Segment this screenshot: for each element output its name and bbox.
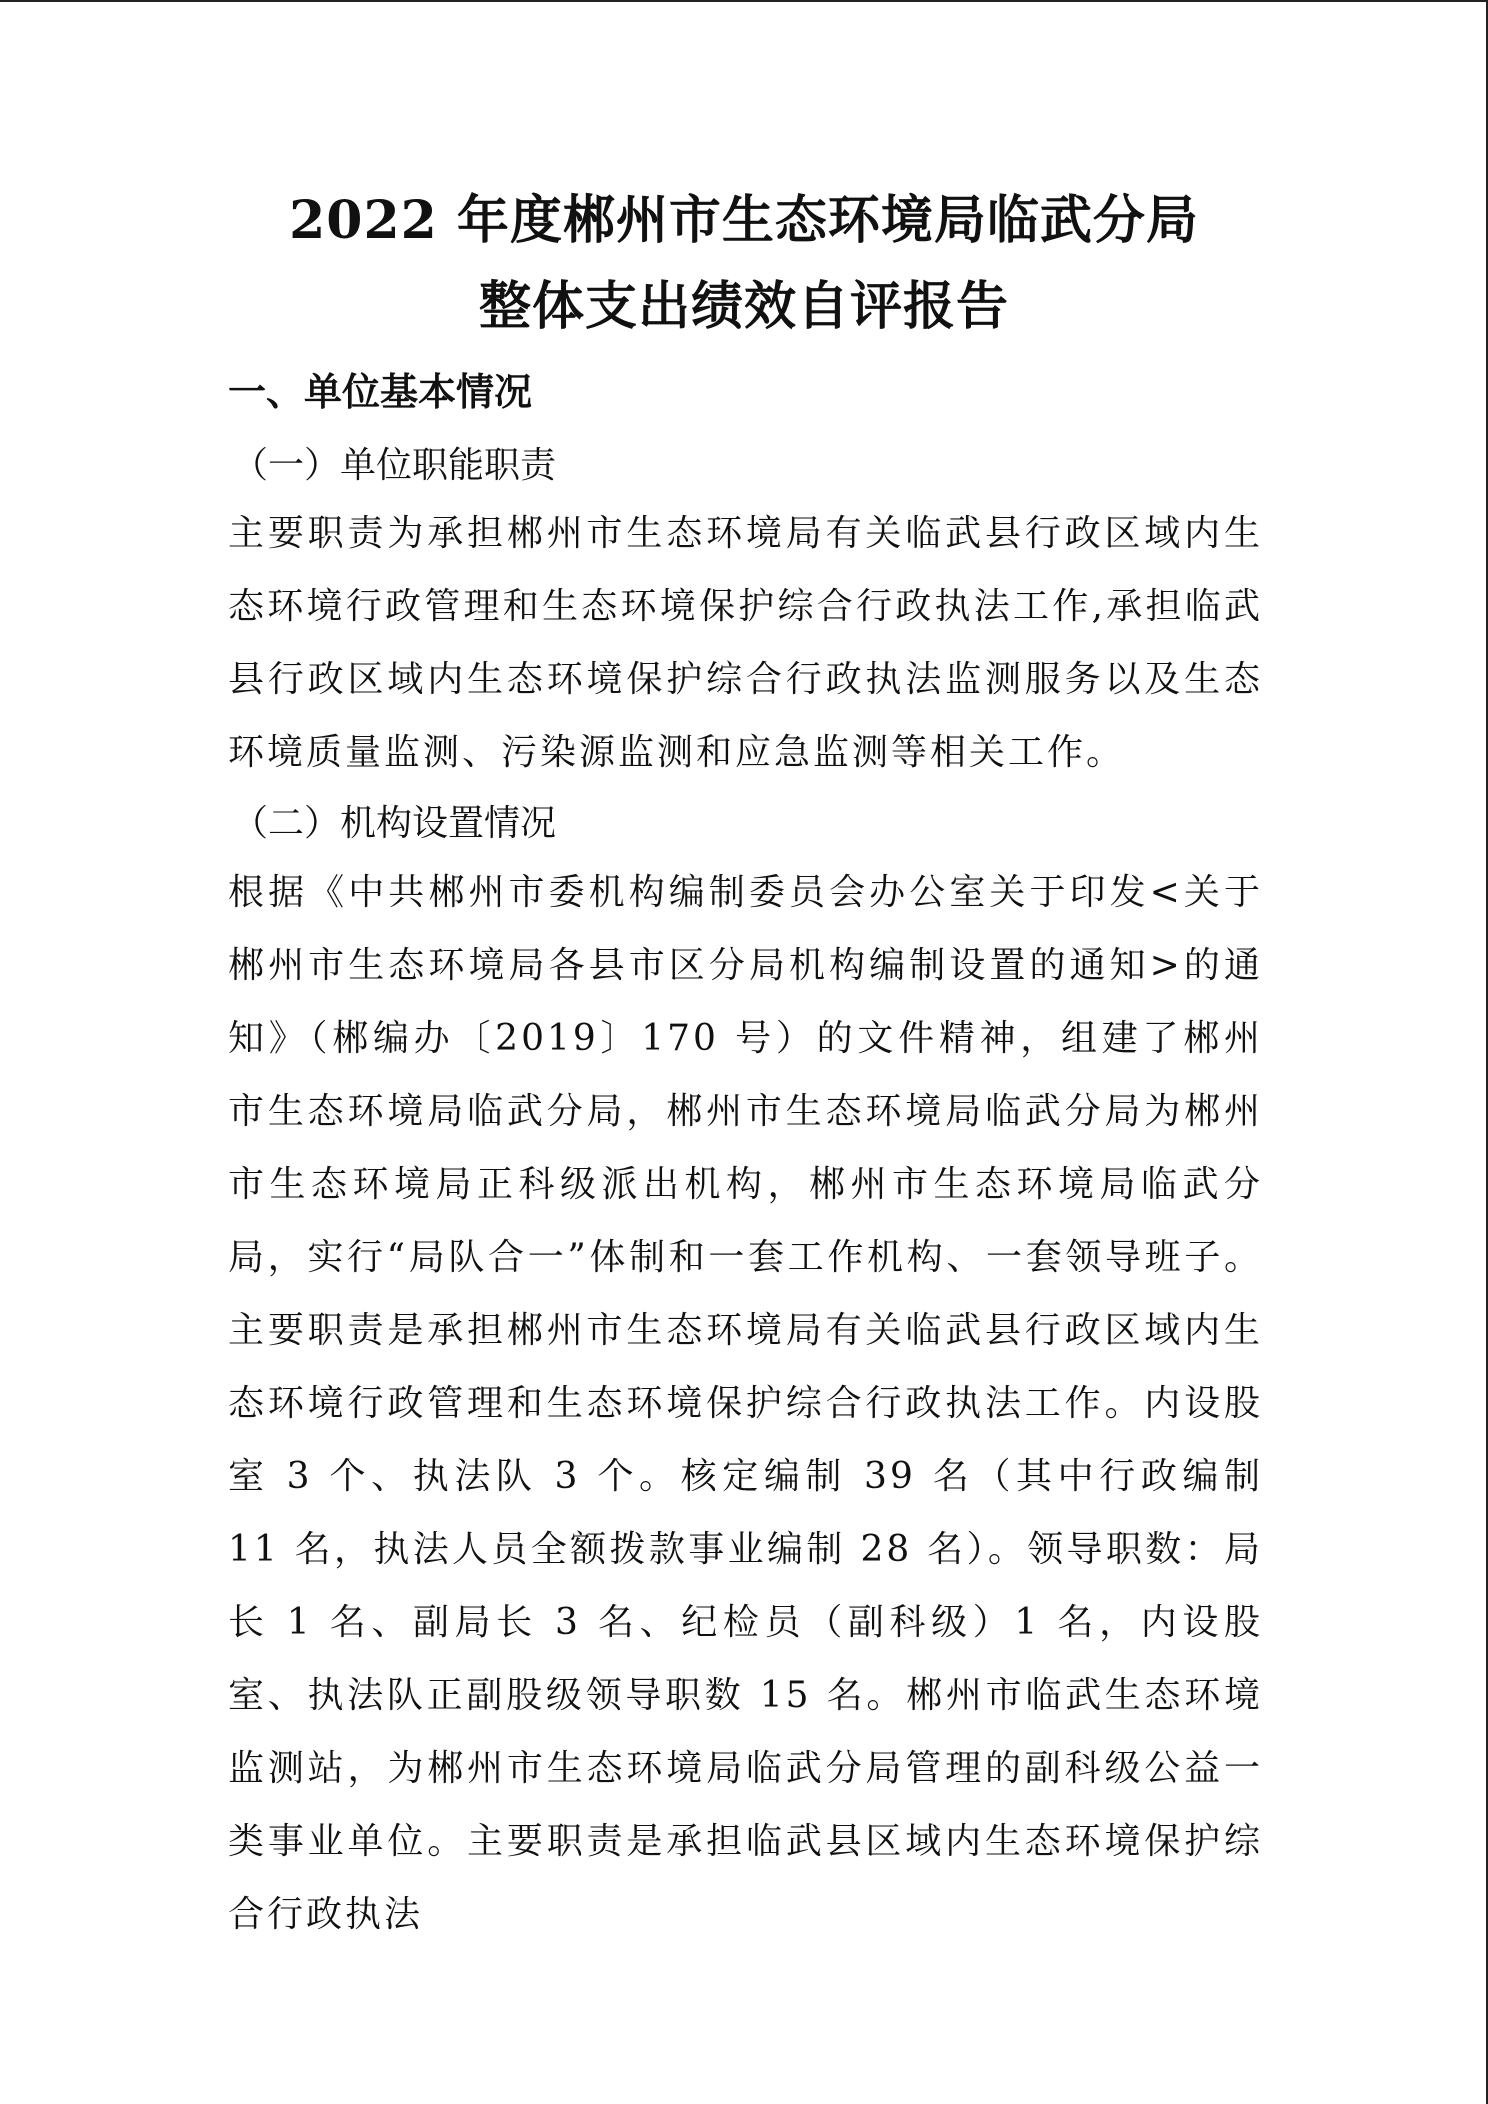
section-heading-unit-basic-info: 一、单位基本情况 [228,370,533,414]
document-title-line-1: 2022 年度郴州市生态环境局临武分局 [289,190,1199,251]
subsection-heading-org-setup: （二）机构设置情况 [232,803,557,844]
paragraph-unit-duties: 主要职责为承担郴州市生态环境局有关临武县行政区域内生态环境行政管理和生态环境保护综合行政执法工作,承担临武县行政区域内生态环境保护综合行政执法监测服务以及生态环境质量监测、污染源监测和应急监测等相关工作。 [228,513,1263,773]
paragraph-org-setup: 根据《中共郴州市委机构编制委员会办公室关于印发<关于郴州市生态环境局各县市区分局机构编制设置的通知>的通知》（郴编办〔2019〕170 号）的文件精神，组建了郴州市生态环境局临武分局，郴州市生态环境局临武分局为郴州市生态环境局正科级派出机构，郴州市生态环境局临武分局，实行“局队合一”体制和一套工作机构、一套领导班子。主要职责是承担郴州市生态环境局有关临武县行政区域内生态环境行政管理和生态环境保护综合行政执法工作。内设股室 3 个、执法队 3 个。核定编制 39 名（其中行政编制 11 名，执法人员全额拨款事业编制 28 名）。领导职数：局长 1 名、副局长 3 名、纪检员（副科级）1 名，内设股室、执法队正副股级领导职数 15 名。郴州市临武生态环境监测站，为郴州市生态环境局临武分局管理的副科级公益一类事业单位。主要职责是承担临武县区域内生态环境保护综合行政执法 [228,872,1263,1935]
subsection-heading-unit-duties: （一）单位职能职责 [232,445,557,486]
document-title-line-2: 整体支出绩效自评报告 [478,276,1009,337]
